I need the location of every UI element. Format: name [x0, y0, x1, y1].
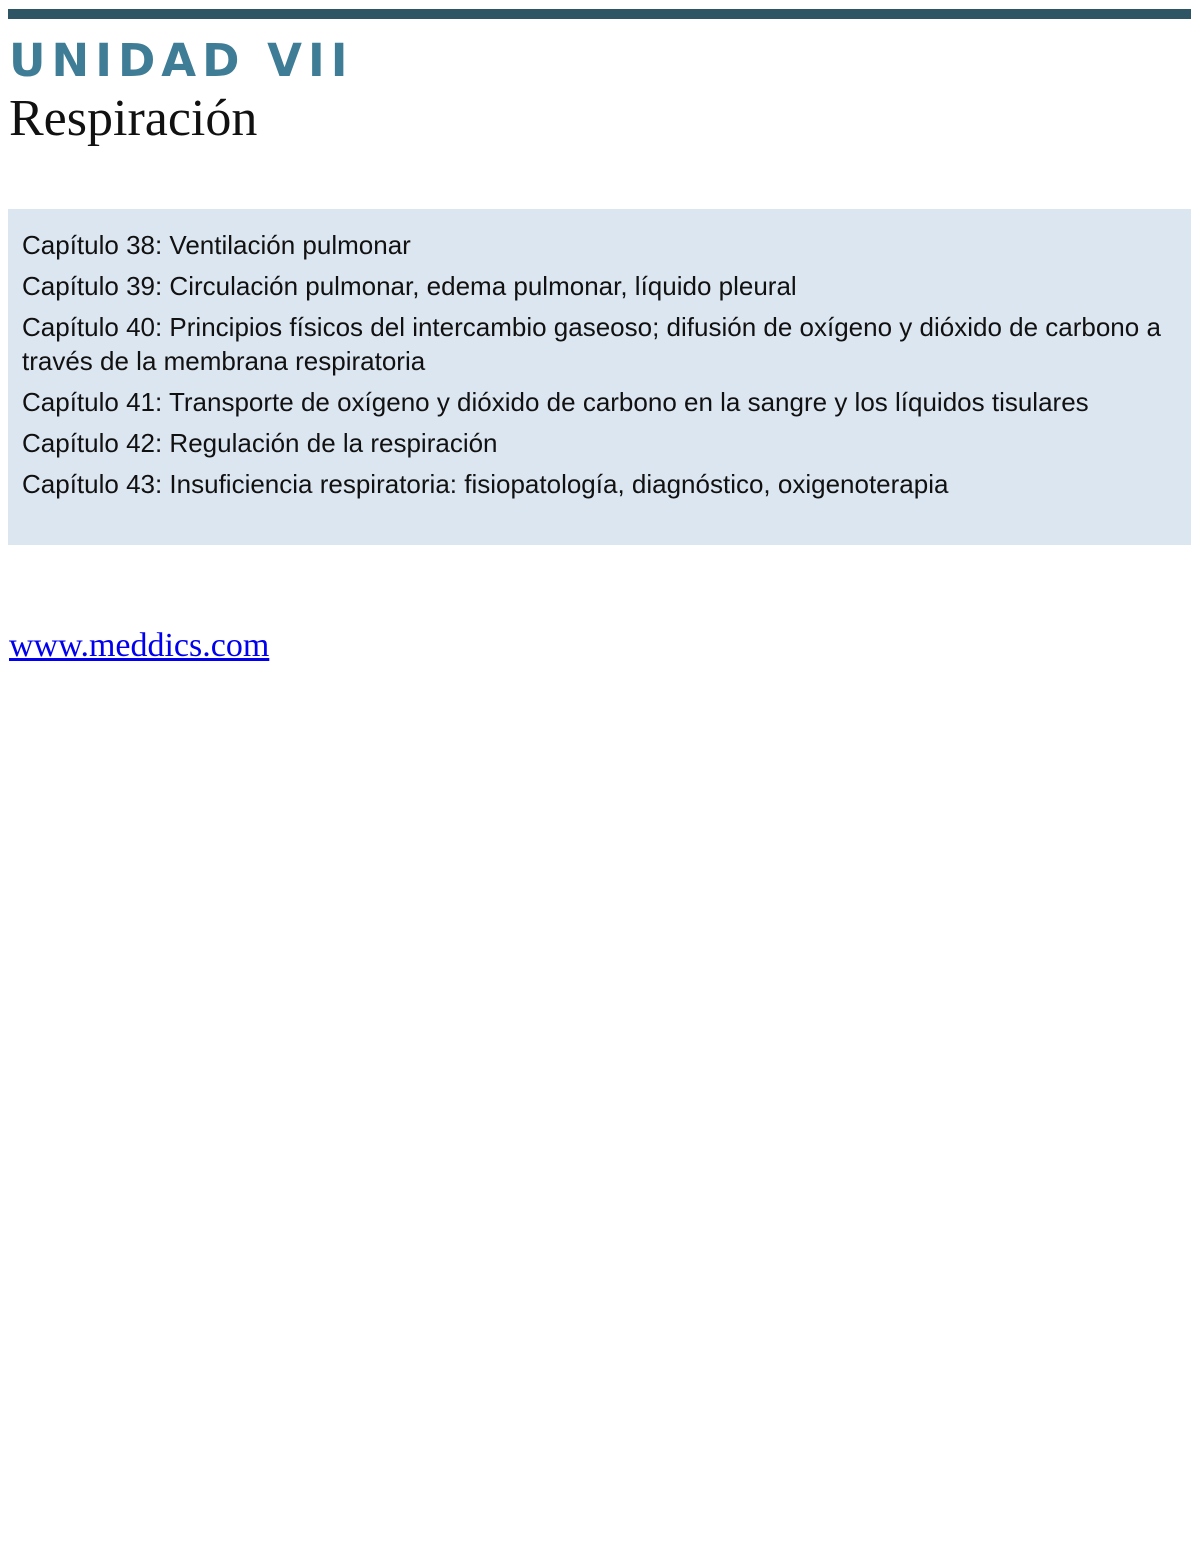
chapter-item-41: Capítulo 41: Transporte de oxígeno y dióxido de carbono en la sangre y los líquidos tisulares [22, 387, 1089, 417]
chapter-list-box [8, 209, 1191, 545]
chapter-item-39: Capítulo 39: Circulación pulmonar, edema pulmonar, líquido pleural [22, 271, 797, 301]
website-link[interactable]: www.meddics.com [9, 627, 270, 664]
chapter-item-43: Capítulo 43: Insuficiencia respiratoria: fisiopatología, diagnóstico, oxigenoterapia [22, 469, 949, 499]
chapter-item-42: Capítulo 42: Regulación de la respiración [22, 428, 498, 458]
chapter-item-38: Capítulo 38: Ventilación pulmonar [22, 230, 411, 260]
header-rule [8, 9, 1191, 19]
chapter-item-40: Capítulo 40: Principios físicos del intercambio gaseoso; difusión de oxígeno y dióxido de carbono a través de la membrana respiratoria [22, 312, 1161, 376]
unit-label: UNIDAD VII [9, 34, 354, 87]
chapter-list [22, 228, 1161, 501]
unit-title: Respiración [9, 90, 258, 147]
